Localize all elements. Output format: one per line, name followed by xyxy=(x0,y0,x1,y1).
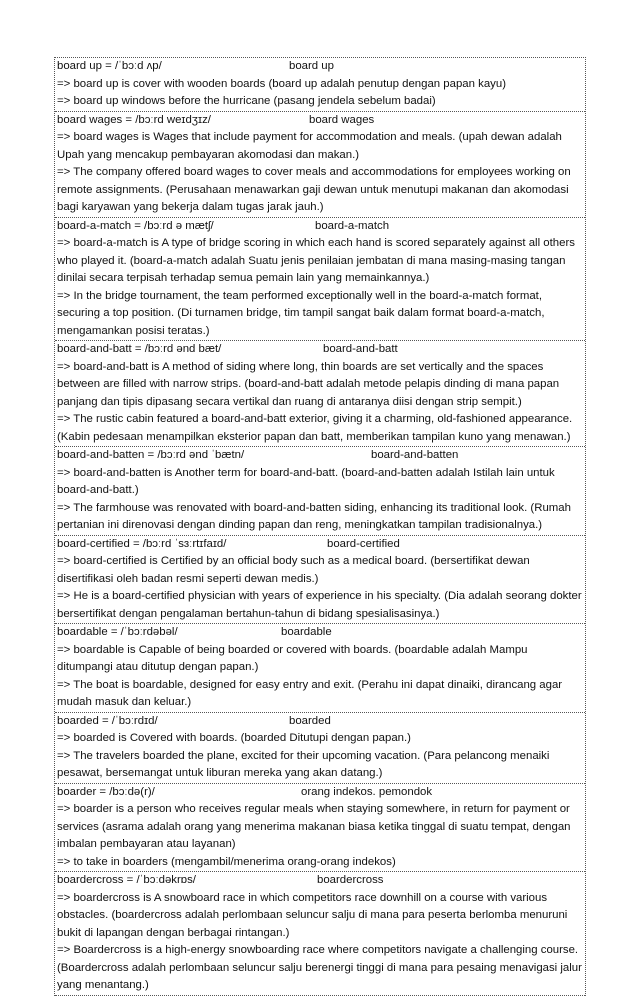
entry-definition-line: => The farmhouse was renovated with board-and-batten siding, enhancing its traditional look. (Rumah pertanian ini direnovasi dengan dinding papan dan reng, meningkatkan tampilan tradisionalnya.) xyxy=(57,501,571,531)
entry-pronunciation: board-a-match = /bɔːrd ə mætʃ/ xyxy=(57,219,214,232)
entry-pronunciation: board up = /ˈbɔːd ʌp/ xyxy=(57,60,162,72)
entry-header xyxy=(57,624,583,642)
entry-headword: boardable xyxy=(281,626,332,638)
entry-definition-line: => board up windows before the hurricane (pasang jendela sebelum badai) xyxy=(57,95,436,107)
entry-header xyxy=(57,112,583,130)
entry-header xyxy=(57,872,583,890)
dictionary-page xyxy=(54,57,586,996)
entry-definition-line: => boardercross is A snowboard race in which competitors race downhill on a course with various obstacles. (boardercross adalah perlombaan seluncur salju di mana para peserta berlomba menuruni bukit di lapangan dengan berbagai rintangan.) xyxy=(57,891,568,939)
dictionary-entry xyxy=(55,624,585,713)
entry-definition-line: => board-and-batten is Another term for board-and-batt. (board-and-batten adalah Istilah lain untuk board-and-batt.) xyxy=(57,466,555,496)
entry-definition-line: => board-and-batt is A method of siding where long, thin boards are set vertically and the spaces between are filled with narrow strips. (board-and-batt adalah metode pelapis dinding di mana papan panjang dan tipis dipasang secara vertikal dan ruang di antaranya diisi dengan strip sempit.) xyxy=(57,360,560,408)
entry-pronunciation: boardercross = /ˈbɔːdəkrɒs/ xyxy=(57,874,196,886)
entry-definition-line: => board wages is Wages that include payment for accommodation and meals. (upah dewan adalah Upah yang mencakup pembayaran akomodasi dan makan.) xyxy=(57,131,562,161)
entry-headword: board-and-batt xyxy=(323,343,398,355)
entry-definition-line: => board-certified is Certified by an official body such as a medical board. (bersertifikat dewan disertifikasi oleh badan resmi seperti dewan medis.) xyxy=(57,555,530,585)
entry-headword: boarded xyxy=(289,714,331,727)
entry-pronunciation: boarder = /bɔːdə(r)/ xyxy=(57,785,155,798)
entry-definition-line: => The rustic cabin featured a board-and-batt exterior, giving it a charming, old-fashioned appearance. (Kabin pedesaan menampilkan eksterior papan dan batt, memberikan tampilan kuno yang menawan.) xyxy=(57,413,573,443)
entry-header xyxy=(57,341,583,359)
entry-definition-line: => boardable is Capable of being boarded or covered with boards. (boardable adalah Mampu ditumpangi atau ditutup dengan papan.) xyxy=(57,643,528,673)
entry-header xyxy=(57,784,583,802)
entry-definition-line: => to take in boarders (mengambil/menerima orang-orang indekos) xyxy=(57,855,396,868)
entry-pronunciation: board wages = /bɔːrd weɪdʒɪz/ xyxy=(57,113,211,126)
entry-pronunciation: board-and-batt = /bɔːrd ənd bæt/ xyxy=(57,343,222,355)
entry-pronunciation: boardable = /ˈbɔːrdəbəl/ xyxy=(57,626,178,638)
entry-definition-line: => The company offered board wages to cover meals and accommodations for employees working on remote assignments. (Perusahaan menawarkan gaji dewan untuk menutupi makanan dan akomodasi bagi karyawan yang bekerja dalam tugas jarak jauh.) xyxy=(57,166,571,213)
entry-pronunciation: boarded = /ˈbɔːrdɪd/ xyxy=(57,714,158,727)
entry-definition-line: => boarded is Covered with boards. (boarded Ditutupi dengan papan.) xyxy=(57,732,411,744)
entry-header xyxy=(57,713,583,731)
entry-definition-line: => board-a-match is A type of bridge scoring in which each hand is scored separately against all others who played it. (board-a-match adalah Suatu jenis penilaian jembatan di mana masing-masing tangan dinilai secara terpisah terhadap semua pemain lain yang memainkannya.) xyxy=(57,237,575,284)
entry-definition-line: => The boat is boardable, designed for easy entry and exit. (Perahu ini dapat dinaiki, dirancang agar mudah masuk dan keluar.) xyxy=(57,678,563,708)
dictionary-entry xyxy=(55,447,585,536)
entry-header xyxy=(57,447,583,465)
entry-headword: boardercross xyxy=(317,874,384,886)
entry-headword: board-a-match xyxy=(315,219,390,232)
dictionary-entry xyxy=(55,58,585,112)
entry-headword: board wages xyxy=(309,113,375,126)
entry-definition-line: => The travelers boarded the plane, excited for their upcoming vacation. (Para pelancong menaiki pesawat, bersemangat untuk liburan mereka yang akan datang.) xyxy=(57,749,550,779)
dictionary-entry xyxy=(55,536,585,625)
entry-definition-line: => Boardercross is a high-energy snowboarding race where competitors navigate a challenging course. (Boardercross adalah perlombaan seluncur salju berenergi tinggi di mana para pesaing menavigasi jalur yang menantang.) xyxy=(57,944,582,991)
entry-header xyxy=(57,536,583,554)
entry-definition-line: => board up is cover with wooden boards (board up adalah penutup dengan papan kayu) xyxy=(57,77,506,90)
dictionary-entry xyxy=(55,784,585,873)
entry-headword: orang indekos. pemondok xyxy=(301,785,433,798)
entry-headword: board up xyxy=(289,60,334,72)
dictionary-entry xyxy=(55,341,585,447)
entry-headword: board-certified xyxy=(327,537,400,550)
entry-pronunciation: board-certified = /bɔːrd ˈsɜːrtɪfaɪd/ xyxy=(57,537,227,550)
entry-definition-line: => He is a board-certified physician with years of experience in his specialty. (Dia adalah seorang dokter bersertifikat dengan pengalaman bertahun-tahun di bidang spesialisasinya.) xyxy=(57,590,582,620)
entry-header xyxy=(57,218,583,236)
dictionary-entry xyxy=(55,112,585,218)
entry-definition-line: => boarder is a person who receives regular meals when staying somewhere, in return for payment or services (asrama adalah orang yang menerima makanan biasa ketika tinggal di suatu tempat, dengan imbalan pembayaran atau layanan) xyxy=(57,803,571,850)
entry-header xyxy=(57,58,583,76)
entry-headword: board-and-batten xyxy=(371,449,459,461)
dictionary-entry xyxy=(55,872,585,996)
entry-pronunciation: board-and-batten = /bɔːrd ənd ˈbætn/ xyxy=(57,449,245,461)
dictionary-entry xyxy=(55,218,585,342)
entry-definition-line: => In the bridge tournament, the team performed exceptionally well in the board-a-match format, securing a top position. (Di turnamen bridge, tim tampil sangat baik dalam format board-a-match, mengamankan posisi teratas.) xyxy=(57,289,545,337)
dictionary-entry xyxy=(55,713,585,784)
